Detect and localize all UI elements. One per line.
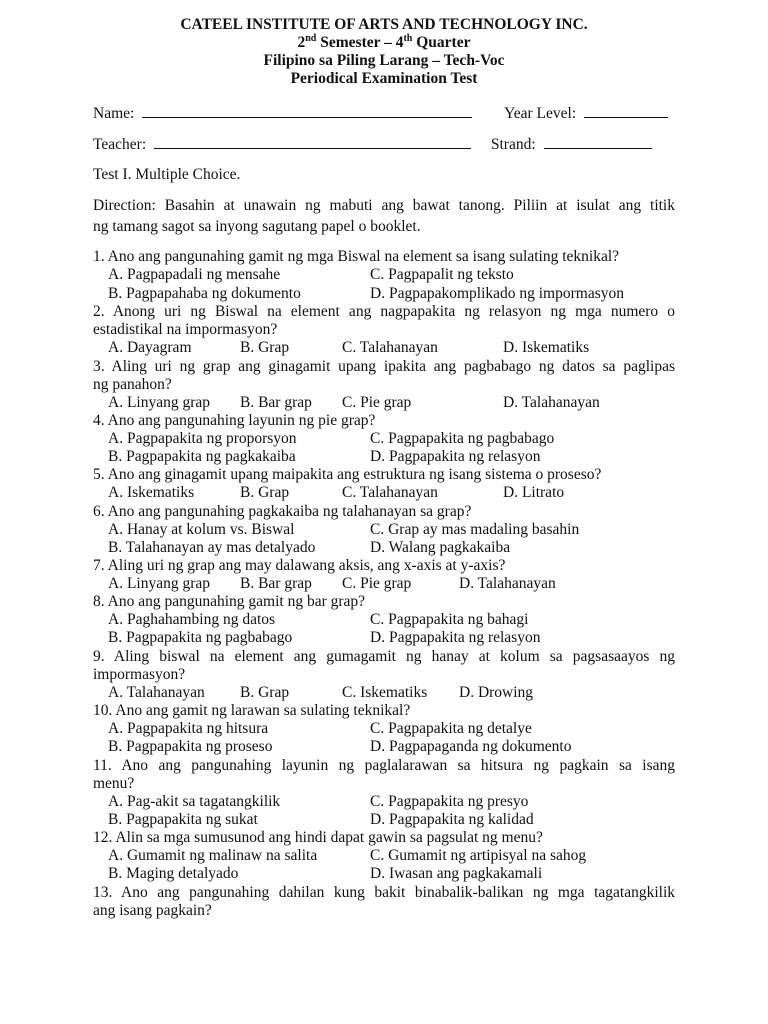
q1-option-b: B. Pagpapahaba ng dokumento xyxy=(108,285,301,302)
q9-option-a: A. Talahanayan xyxy=(108,684,205,701)
question-11: 11. Ano ang pangunahing layunin ng paglalarawan sa hitsura ng pagkain sa isang xyxy=(93,757,675,774)
q2-option-a: A. Dayagram xyxy=(108,339,192,356)
question-2: 2. Anong uri ng Biswal na element ang nagpapakita ng relasyon ng mga numero o xyxy=(93,303,675,320)
exam-title: Periodical Examination Test xyxy=(290,70,478,87)
q12-option-c: C. Gumamit ng artipisyal na sahog xyxy=(370,847,587,864)
question-3: 3. Aling uri ng grap ang ginagamit upang ipakita ang pagbabago ng datos sa paglipas xyxy=(93,358,675,375)
question-10: 10. Ano ang gamit ng larawan sa sulating teknikal? xyxy=(93,702,411,719)
q2-option-d: D. Iskematiks xyxy=(503,339,590,356)
q5-option-c: C. Talahanayan xyxy=(342,484,438,501)
q10-option-a: A. Pagpapakita ng hitsura xyxy=(108,720,269,737)
q4-option-d: D. Pagpapakita ng relasyon xyxy=(370,448,541,465)
year-level-blank[interactable] xyxy=(584,104,668,118)
question-9-cont: impormasyon? xyxy=(93,666,186,683)
question-11-cont: menu? xyxy=(93,775,135,792)
question-2-cont: estadistikal na impormasyon? xyxy=(93,321,278,338)
q9-option-b: B. Grap xyxy=(240,684,290,701)
q2-option-c: C. Talahanayan xyxy=(342,339,438,356)
q12-option-b: B. Maging detalyado xyxy=(108,865,239,882)
q7-option-c: C. Pie grap xyxy=(342,575,412,592)
q8-option-d: D. Pagpapakita ng relasyon xyxy=(370,629,541,646)
q12-option-a: A. Gumamit ng malinaw na salita xyxy=(108,847,318,864)
school-name: CATEEL INSTITUTE OF ARTS AND TECHNOLOGY INC. xyxy=(180,16,588,33)
q3-option-c: C. Pie grap xyxy=(342,394,412,411)
direction-line-2: ng tamang sagot sa inyong sagutang papel o booklet. xyxy=(93,218,421,235)
q7-option-d: D. Talahanayan xyxy=(459,575,556,592)
teacher-label: Teacher: xyxy=(93,136,147,153)
q9-option-d: D. Drowing xyxy=(459,684,534,701)
q4-option-a: A. Pagpapakita ng proporsyon xyxy=(108,430,297,447)
q3-option-d: D. Talahanayan xyxy=(503,394,600,411)
question-13-cont: ang isang pagkain? xyxy=(93,902,212,919)
q3-option-a: A. Linyang grap xyxy=(108,394,211,411)
strand-label: Strand: xyxy=(490,136,536,153)
year-level-label: Year Level: xyxy=(504,105,577,122)
question-12: 12. Alin sa mga sumusunod ang hindi dapat gawin sa pagsulat ng menu? xyxy=(93,829,543,846)
q6-option-b: B. Talahanayan ay mas detalyado xyxy=(108,539,316,556)
q6-option-c: C. Grap ay mas madaling basahin xyxy=(370,521,580,538)
q3-option-b: B. Bar grap xyxy=(240,394,312,411)
name-label: Name: xyxy=(93,105,135,122)
name-blank[interactable] xyxy=(142,104,472,118)
teacher-blank[interactable] xyxy=(154,135,471,149)
q1-option-a: A. Pagpapadali ng mensahe xyxy=(108,266,281,283)
q10-option-d: D. Pagpapaganda ng dokumento xyxy=(370,738,572,755)
question-4: 4. Ano ang pangunahing layunin ng pie grap? xyxy=(93,412,376,429)
q11-option-d: D. Pagpapakita ng kalidad xyxy=(370,811,534,828)
q7-option-a: A. Linyang grap xyxy=(108,575,211,592)
q4-option-c: C. Pagpapakita ng pagbabago xyxy=(370,430,555,447)
name-year-row xyxy=(93,104,683,123)
q12-option-d: D. Iwasan ang pagkakamali xyxy=(370,865,543,882)
q10-option-c: C. Pagpapakita ng detalye xyxy=(370,720,532,737)
direction-line-1: Direction: Basahin at unawain ng mabuti ang bawat tanong. Piliin at isulat ang titik xyxy=(93,197,675,214)
test-title: Test I. Multiple Choice. xyxy=(93,166,241,183)
q7-option-b: B. Bar grap xyxy=(240,575,312,592)
q8-option-c: C. Pagpapakita ng bahagi xyxy=(370,611,529,628)
question-1: 1. Ano ang pangunahing gamit ng mga Biswal na element sa isang sulating teknikal? xyxy=(93,248,620,265)
q1-option-d: D. Pagpapakomplikado ng impormasyon xyxy=(370,285,624,302)
q2-option-b: B. Grap xyxy=(240,339,290,356)
semester-quarter: 2nd Semester – 4th Quarter xyxy=(297,32,471,51)
question-8: 8. Ano ang pangunahing gamit ng bar grap? xyxy=(93,593,366,610)
q6-option-a: A. Hanay at kolum vs. Biswal xyxy=(108,521,295,538)
question-13: 13. Ano ang pangunahing dahilan kung bakit binabalik-balikan ng mga tagatangkilik xyxy=(93,884,675,901)
q11-option-a: A. Pag-akit sa tagatangkilik xyxy=(108,793,281,810)
question-7: 7. Aling uri ng grap ang may dalawang aksis, ang x-axis at y-axis? xyxy=(93,557,506,574)
q11-option-b: B. Pagpapakita ng sukat xyxy=(108,811,258,828)
q5-option-d: D. Litrato xyxy=(503,484,565,501)
q8-option-a: A. Paghahambing ng datos xyxy=(108,611,276,628)
q11-option-c: C. Pagpapakita ng presyo xyxy=(370,793,529,810)
q4-option-b: B. Pagpapakita ng pagkakaiba xyxy=(108,448,296,465)
subject-title: Filipino sa Piling Larang – Tech-Voc xyxy=(263,52,505,69)
q1-option-c: C. Pagpapalit ng teksto xyxy=(370,266,514,283)
question-6: 6. Ano ang pangunahing pagkakaiba ng talahanayan sa grap? xyxy=(93,503,472,520)
strand-blank[interactable] xyxy=(544,135,652,149)
q6-option-d: D. Walang pagkakaiba xyxy=(370,539,511,556)
q8-option-b: B. Pagpapakita ng pagbabago xyxy=(108,629,293,646)
question-3-cont: ng panahon? xyxy=(93,376,172,393)
question-9: 9. Aling biswal na element ang gumagamit ng hanay at kolum sa pagsasaayos ng xyxy=(93,648,675,665)
q5-option-a: A. Iskematiks xyxy=(108,484,195,501)
q5-option-b: B. Grap xyxy=(240,484,290,501)
q9-option-c: C. Iskematiks xyxy=(342,684,428,701)
question-5: 5. Ano ang ginagamit upang maipakita ang estruktura ng isang sistema o proseso? xyxy=(93,466,602,483)
teacher-strand-row xyxy=(93,135,683,154)
q10-option-b: B. Pagpapakita ng proseso xyxy=(108,738,273,755)
